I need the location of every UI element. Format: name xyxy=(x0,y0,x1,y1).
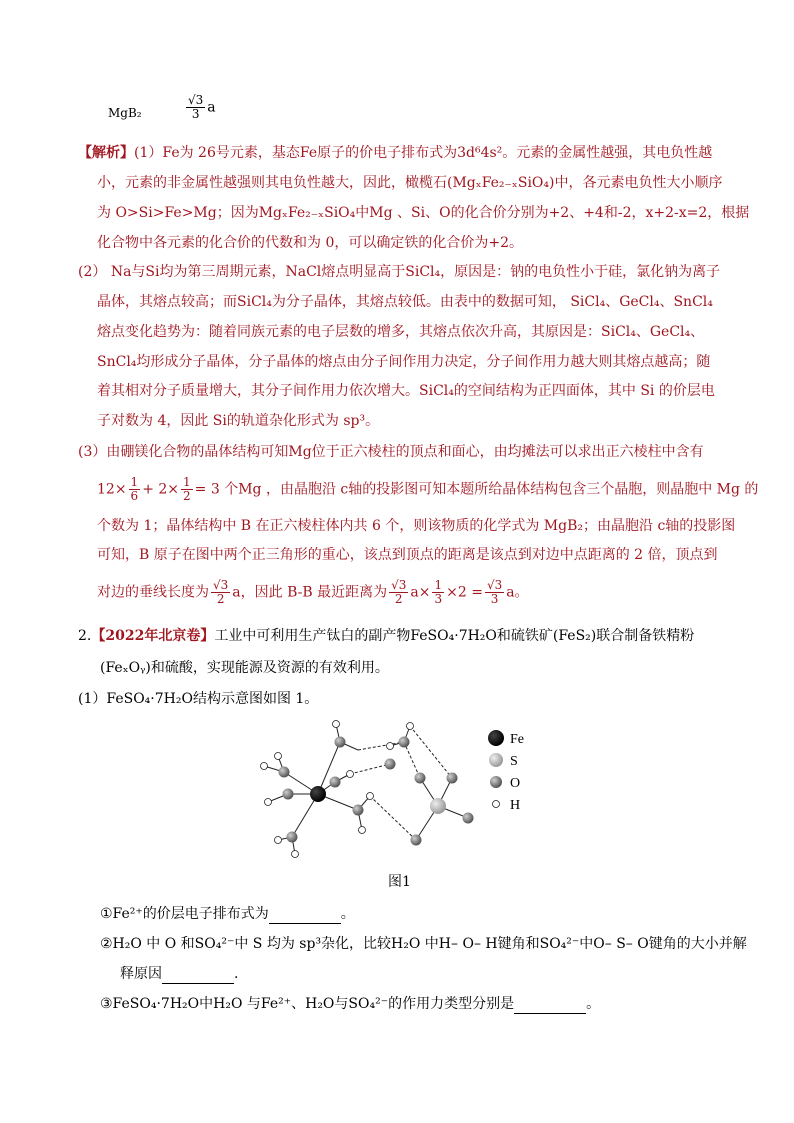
analysis-p3-line-5: 对边的垂线长度为 $\frac{√3}{2}$ a，因此 B-B 最近距离为 $\frac{√3}{2}$ a× $\frac{1}{3}$ ×2 = $\frac{√3}{3}$ a。 xyxy=(97,578,529,606)
answer-blank-c[interactable] xyxy=(514,999,586,1014)
analysis-p2-line-2: 熔点变化趋势为：随着同族元素的电子层数的增多，其熔点依次升高，其原因是：SiCl₄、GeCl₄、 xyxy=(97,324,705,340)
question-b-line-1: ②H₂O 中 O 和SO₄²⁻中 S 均为 sp³杂化，比较H₂O 中H– O– H键角和SO₄²⁻中O– S– O键角的大小并解 xyxy=(100,936,747,952)
question-a: ①Fe²⁺的价层电子排布式为 。 xyxy=(100,906,355,922)
analysis-p2-line-5: 子对数为 4，因此 Si的轨道杂化形式为 sp³。 xyxy=(97,413,380,429)
legend-h-icon xyxy=(493,801,500,808)
legend-fe-label: Fe xyxy=(510,732,524,747)
structure-figure xyxy=(240,712,540,872)
analysis-p2-line-4: 着其相对分子质量增大，其分子间作用力依次增大。SiCl₄的空间结构为正四面体，其中 Si 的价层电 xyxy=(97,383,715,399)
question-2-sub-1: (1）FeSO₄·7H₂O结构示意图如图 1。 xyxy=(78,691,319,707)
analysis-p1-line-2: 为 O>Si>Fe>Mg；因为MgₓFe₂₋ₓSiO₄中Mg 、Si、O的化合价分别为+2、+4和-2，x+2-x=2，根据 xyxy=(97,205,750,221)
question-2-line-2: (FeₓOᵧ)和硫酸，实现能源及资源的有效利用。 xyxy=(100,660,389,676)
analysis-p2-line-0: (2） Na与Si均为第三周期元素，NaCl熔点明显高于SiCl₄，原因是：钠的电负性小于硅，氯化钠为离子 xyxy=(78,264,721,280)
analysis-p2-line-3: SnCl₄均形成分子晶体，分子晶体的熔点由分子间作用力决定，分子间作用力越大则其熔点越高；随 xyxy=(97,354,711,370)
analysis-p1-line-3: 化合物中各元素的化合价的代数和为 0，可以确定铁的化合价为+2。 xyxy=(97,235,523,251)
analysis-p3-line-1: (3）由硼镁化合物的晶体结构可知Mg位于正六棱柱的顶点和面心，由均摊法可以求出正六棱柱中含有 xyxy=(78,444,704,460)
answer-denominator: 3 xyxy=(191,107,200,121)
question-number: 2. xyxy=(78,628,92,644)
answer-formula: MgB₂ xyxy=(108,106,142,120)
analysis-p3-line-2: 12× $\frac{1}{6}$ + 2× $\frac{1}{2}$ = 3 个Mg ，由晶胞沿 c轴的投影图可知本题所给晶体结构包含三个晶胞，则晶胞中 Mg 的 xyxy=(97,475,759,503)
legend-o-icon xyxy=(490,776,502,788)
question-source: 【2022年北京卷】 xyxy=(91,628,215,644)
question-c: ③FeSO₄·7H₂O中H₂O 与Fe²⁺、H₂O与SO₄²⁻的作用力类型分别是 。 xyxy=(100,996,601,1012)
oxygen-atoms xyxy=(279,737,474,846)
analysis-p1-line-0: 【解析】(1）Fe为 26号元素，基态Fe原子的价电子排布式为3d⁶4s²。元素的金属性越强，其电负性越 xyxy=(78,145,713,161)
legend-fe-icon xyxy=(488,730,504,746)
question-b-line-2: 释原因 . xyxy=(120,966,239,982)
iron-atom xyxy=(310,786,326,802)
legend-s-label: S xyxy=(510,754,518,769)
answer-numerator: √3 xyxy=(188,93,204,107)
legend-o-label: O xyxy=(510,776,521,791)
sulfur-atom xyxy=(430,798,446,814)
question-2-line-1: 2.【2022年北京卷】工业中可利用生产钛白的副产物FeSO₄·7H₂O和硫铁矿(FeS₂)联合制备铁精粉 xyxy=(78,628,695,644)
analysis-tag: 【解析】 xyxy=(78,145,134,161)
answer-value xyxy=(184,94,216,121)
legend-h-label: H xyxy=(510,798,521,813)
legend-s-icon xyxy=(489,753,503,767)
figure-caption: 图1 xyxy=(388,874,411,890)
legend xyxy=(488,730,524,813)
analysis-p2-line-1: 晶体，其熔点较高；而SiCl₄为分子晶体，其熔点较低。由表中的数据可知， SiCl₄、GeCl₄、SnCl₄ xyxy=(97,294,713,310)
answer-blank-a[interactable] xyxy=(269,909,341,924)
analysis-p3-line-3: 个数为 1；晶体结构中 B 在正六棱柱体内共 6 个，则该物质的化学式为 MgB₂；由晶胞沿 c轴的投影图 xyxy=(97,518,736,534)
analysis-p1-line-1: 小，元素的非金属性越强则其电负性越大，因此，橄榄石(MgₓFe₂₋ₓSiO₄)中，各元素电负性大小顺序 xyxy=(97,175,723,191)
answer-unit: a xyxy=(207,99,216,116)
analysis-p3-line-4: 可知，B 原子在图中两个正三角形的重心，该点到顶点的距离是该点到对边中点距离的 2 倍，顶点到 xyxy=(97,547,718,563)
answer-blank-b[interactable] xyxy=(162,969,234,984)
